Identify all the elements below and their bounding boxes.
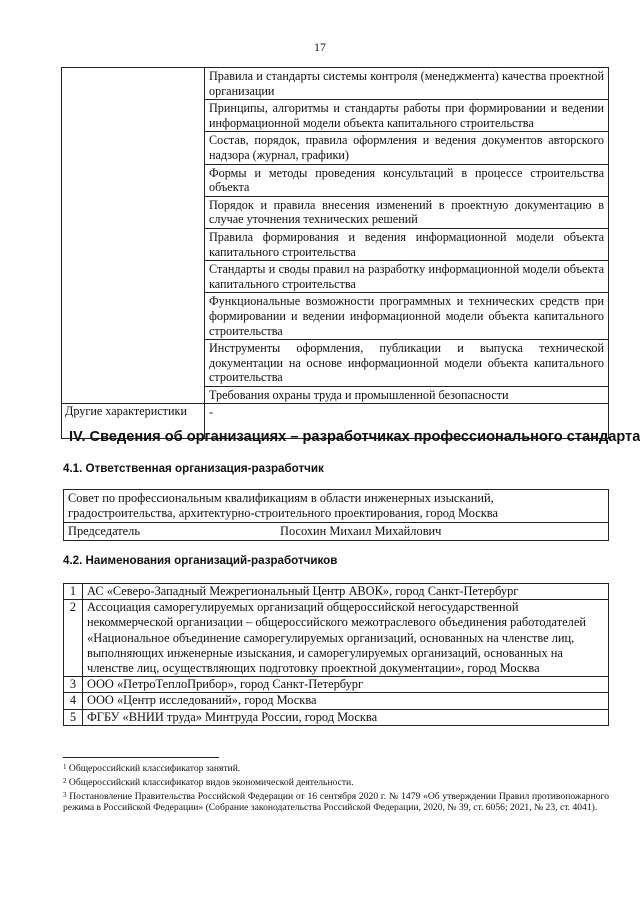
- footnote-separator: [63, 757, 219, 758]
- table-row: [64, 677, 609, 693]
- chair-label: Председатель: [68, 524, 141, 538]
- footnote: [63, 791, 609, 815]
- footnote-mark: 2: [63, 776, 67, 785]
- footnote-mark: 1: [63, 763, 67, 771]
- chair-cell: [64, 523, 609, 541]
- developer-name: ООО «Центр исследований», город Москва: [83, 693, 609, 709]
- footnote-text: Постановление Правительства Российской Федерации от 16 сентября 2020 г. № 1479 «Об утверждении Правил противопожарного режима в Российской Федерации» (Собрание законодательства Российской Федерации, 2020, № 39, ст. 6056; 2021, № 23, ст. 4041).: [63, 790, 609, 814]
- page-number: 17: [314, 40, 326, 54]
- table-row: [64, 709, 609, 725]
- table-row: [64, 523, 609, 541]
- row-number: 3: [64, 677, 83, 693]
- other-characteristics-value: -: [205, 404, 609, 439]
- knowledge-item: Инструменты оформления, публикации и выпуска технической документации на основе информационной модели объекта капитального строительства: [205, 340, 609, 387]
- subsection-title-developers: 4.2. Наименования организаций-разработчиков: [63, 554, 338, 567]
- chair-name: Посохин Михаил Михайлович: [280, 524, 442, 538]
- section-title: IV. Сведения об организациях – разработчиках профессионального стандарта: [69, 429, 640, 445]
- footnote-mark: 3: [63, 790, 67, 799]
- footnote-text: Общероссийский классификатор видов экономической деятельности.: [68, 776, 354, 788]
- table-row: [64, 584, 609, 600]
- knowledge-item: Принципы, алгоритмы и стандарты работы при формировании и ведении информационной модели объекта капитального строительства: [205, 100, 609, 132]
- row-number: 5: [64, 709, 83, 725]
- table-row: [64, 693, 609, 709]
- developer-name: ФГБУ «ВНИИ труда» Минтруда России, город Москва: [83, 709, 609, 725]
- knowledge-item: Правила формирования и ведения информационной модели объекта капитального строительства: [205, 228, 609, 260]
- developers-table: [63, 583, 609, 726]
- table-row: [64, 490, 609, 523]
- row-number: 2: [64, 600, 83, 677]
- footnote: [63, 777, 609, 789]
- knowledge-table: [61, 67, 609, 439]
- knowledge-item: Порядок и правила внесения изменений в проектную документацию в случае уточнения технических решений: [205, 196, 609, 228]
- responsible-org-name: Совет по профессиональным квалификациям в области инженерных изысканий, градостроительства, архитектурно-строительного проектирования, город Москва: [64, 490, 609, 523]
- developer-name: ООО «ПетроТеплоПрибор», город Санкт-Петербург: [83, 677, 609, 693]
- developer-name: Ассоциация саморегулируемых организаций общероссийской негосударственной некоммерческой организации – общероссийского межотраслевого объединения работодателей «Национальное объединение саморегулируемых организаций, основанных на членстве лиц, выполняющих инженерные изыскания, и саморегулируемых организаций, основанных на членстве лиц, осуществляющих подготовку проектной документации», город Москва: [83, 600, 609, 677]
- empty-label-cell: [62, 68, 205, 404]
- knowledge-item: Стандарты и своды правил на разработку информационной модели объекта капитального строительства: [205, 261, 609, 293]
- responsible-org-table: [63, 489, 609, 541]
- table-row: [64, 600, 609, 677]
- knowledge-item: Требования охраны труда и промышленной безопасности: [205, 386, 609, 404]
- table-row: [62, 68, 609, 100]
- developer-name: АС «Северо-Западный Межрегиональный Центр АВОК», город Санкт-Петербург: [83, 584, 609, 600]
- row-number: 4: [64, 693, 83, 709]
- knowledge-item: Состав, порядок, правила оформления и ведения документов авторского надзора (журнал, графики): [205, 132, 609, 164]
- other-characteristics-label: Другие характеристики: [62, 404, 205, 439]
- knowledge-item: Функциональные возможности программных и технических средств при формировании и ведении информационной модели объекта капитального строительства: [205, 293, 609, 340]
- row-number: 1: [64, 584, 83, 600]
- footnote: [63, 763, 609, 775]
- footnotes: [63, 763, 609, 816]
- knowledge-item: Формы и методы проведения консультаций в процессе строительства объекта: [205, 164, 609, 196]
- footnote-text: Общероссийский классификатор занятий.: [68, 763, 241, 774]
- subsection-title-responsible: 4.1. Ответственная организация-разработчик: [63, 462, 324, 475]
- knowledge-item: Правила и стандарты системы контроля (менеджмента) качества проектной организации: [205, 68, 609, 100]
